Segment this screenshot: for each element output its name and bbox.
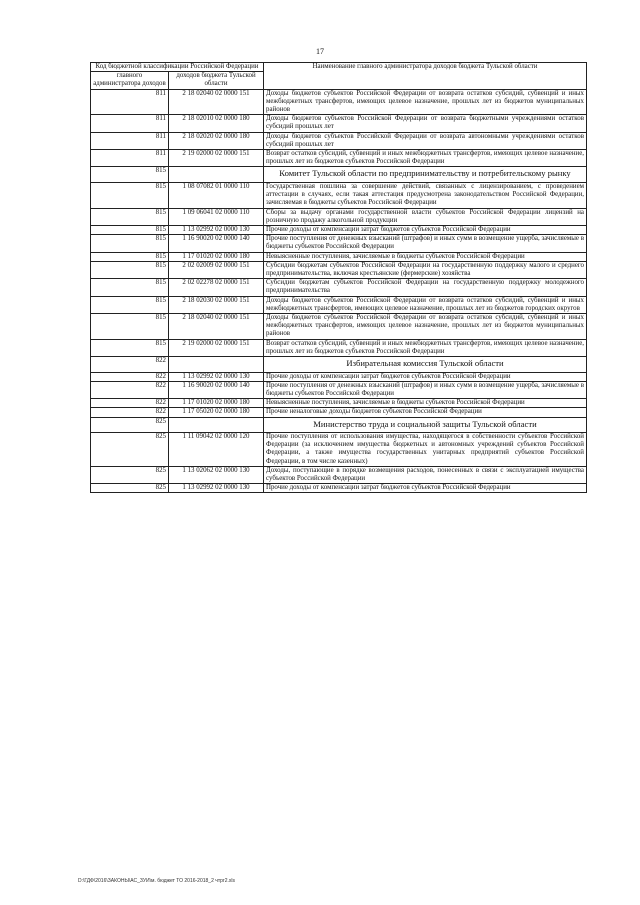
income-administrators-table (90, 62, 587, 493)
section-header-row (91, 357, 587, 373)
admin-code-cell: 815 (91, 296, 169, 313)
income-name-cell: Доходы, поступающие в порядке возмещения расходов, понесенных в связи с эксплуатацией имущества субъектов Российской Федерации (264, 466, 587, 483)
table-row (91, 339, 587, 356)
income-code-cell (169, 417, 264, 433)
income-code-cell: 2 18 02010 02 0000 180 (169, 115, 264, 132)
admin-code-cell: 815 (91, 182, 169, 208)
income-code-cell: 1 13 02992 02 0000 130 (169, 372, 264, 381)
income-name-cell: Прочие поступления от денежных взысканий (штрафов) и иных сумм в возмещение ущерба, зачисляемые в бюджеты субъектов Российской Федерации (264, 381, 587, 398)
income-name-cell: Министерство труда и социальной защиты Тульской области (264, 417, 587, 433)
income-name-cell: Доходы бюджетов субъектов Российской Федерации от возврата остатков субсидий, субвенций и иных межбюджетных трансфертов, имеющих целевое назначение, прошлых лет из бюджетов городских округов (264, 296, 587, 313)
admin-code-cell: 815 (91, 313, 169, 339)
admin-code-cell: 822 (91, 408, 169, 417)
table-row (91, 150, 587, 167)
table-row (91, 484, 587, 493)
table-row (91, 225, 587, 234)
admin-code-cell: 822 (91, 381, 169, 398)
income-name-cell: Доходы бюджетов субъектов Российской Федерации от возврата бюджетными учреждениями остатков субсидий прошлых лет (264, 115, 587, 132)
income-code-cell: 2 19 02000 02 0000 151 (169, 150, 264, 167)
table-row (91, 313, 587, 339)
income-name-cell: Возврат остатков субсидий, субвенций и иных межбюджетных трансфертов, имеющих целевое назначение, прошлых лет из бюджетов субъектов Российской Федерации (264, 339, 587, 356)
income-code-cell: 2 18 02040 02 0000 151 (169, 89, 264, 115)
table-body (91, 89, 587, 493)
table-row (91, 279, 587, 296)
table-row (91, 89, 587, 115)
income-name-cell: Комитет Тульской области по предпринимательству и потребительскому рынку (264, 167, 587, 183)
income-code-cell: 1 16 90020 02 0000 140 (169, 381, 264, 398)
income-name-cell: Субсидии бюджетам субъектов Российской Федерации на государственную поддержку малого и среднего предпринимательства, включая крестьянские (фермерские) хозяйства (264, 261, 587, 278)
table-row (91, 408, 587, 417)
table-row (91, 132, 587, 149)
income-name-cell: Субсидии бюджетам субъектов Российской Федерации на государственную поддержку молодежного предпринимательства (264, 279, 587, 296)
income-name-cell: Доходы бюджетов субъектов Российской Федерации от возврата остатков субсидий, субвенций и иных межбюджетных трансфертов, имеющих целевое назначение, прошлых лет из бюджетов муниципальных районов (264, 313, 587, 339)
income-code-cell: 2 18 02030 02 0000 151 (169, 296, 264, 313)
income-code-cell: 2 18 02020 02 0000 180 (169, 132, 264, 149)
admin-code-cell: 811 (91, 132, 169, 149)
page-number: 17 (316, 47, 324, 56)
income-code-cell: 1 11 09042 02 0000 120 (169, 433, 264, 467)
income-code-cell: 1 16 90020 02 0000 140 (169, 235, 264, 252)
income-code-cell: 1 09 06041 02 0000 110 (169, 208, 264, 225)
income-code-cell: 2 19 02000 02 0000 151 (169, 339, 264, 356)
income-name-cell: Возврат остатков субсидий, субвенций и иных межбюджетных трансфертов, имеющих целевое назначение, прошлых лет из бюджетов субъектов Российской Федерации (264, 150, 587, 167)
admin-code-cell: 825 (91, 417, 169, 433)
income-name-cell: Сборы за выдачу органами государственной власти субъектов Российской Федерации лицензий на розничную продажу алкогольной продукции (264, 208, 587, 225)
table-row (91, 115, 587, 132)
admin-code-cell: 825 (91, 433, 169, 467)
table-row (91, 296, 587, 313)
income-code-column-header: доходов бюджета Тульской области (169, 72, 264, 89)
income-name-cell: Избирательная комиссия Тульской области (264, 357, 587, 373)
admin-code-cell: 815 (91, 235, 169, 252)
section-header-row (91, 167, 587, 183)
admin-code-cell: 815 (91, 252, 169, 261)
name-column-header: Наименование главного администратора доходов бюджета Тульской области (264, 63, 587, 90)
income-code-cell: 1 13 02992 02 0000 130 (169, 484, 264, 493)
admin-code-cell: 825 (91, 484, 169, 493)
income-name-cell: Прочие доходы от компенсации затрат бюджетов субъектов Российской Федерации (264, 225, 587, 234)
admin-code-cell: 815 (91, 279, 169, 296)
admin-code-cell: 815 (91, 261, 169, 278)
income-name-cell: Прочие неналоговые доходы бюджетов субъектов Российской Федерации (264, 408, 587, 417)
income-code-cell: 1 17 01020 02 0000 180 (169, 252, 264, 261)
income-code-cell: 1 13 02062 02 0000 130 (169, 466, 264, 483)
file-path-footer: D:\ГДФ\2016\ЗАКОНЫ\АС_ЗУИ\м. бюджет ТО 2016-2018_2 чтрг2.xls (78, 878, 236, 884)
income-name-cell: Доходы бюджетов субъектов Российской Федерации от возврата остатков субсидий, субвенций и иных межбюджетных трансфертов, имеющих целевое назначение, прошлых лет из бюджетов муниципальных районов (264, 89, 587, 115)
income-code-cell (169, 357, 264, 373)
income-name-cell: Прочие доходы от компенсации затрат бюджетов субъектов Российской Федерации (264, 484, 587, 493)
income-code-cell: 2 02 02009 02 0000 151 (169, 261, 264, 278)
admin-code-cell: 811 (91, 89, 169, 115)
table-row (91, 208, 587, 225)
income-code-cell (169, 167, 264, 183)
income-name-cell: Невыясненные поступления, зачисляемые в бюджеты субъектов Российской Федерации (264, 252, 587, 261)
income-code-cell: 1 17 01020 02 0000 180 (169, 399, 264, 408)
admin-code-cell: 822 (91, 399, 169, 408)
admin-code-cell: 822 (91, 372, 169, 381)
income-name-cell: Прочие доходы от компенсации затрат бюджетов субъектов Российской Федерации (264, 372, 587, 381)
income-name-cell: Прочие поступления от денежных взысканий (штрафов) и иных сумм в возмещение ущерба, зачисляемые в бюджеты субъектов Российской Федерации (264, 235, 587, 252)
income-name-cell: Прочие поступления от использования имущества, находящегося в собственности субъектов Российской Федерации (за исключением имущества бюджетных и автономных учреждений субъектов Российской Федерации, а также имущества государственных унитарных предприятий субъектов Российской Федерации, в том числе казенных) (264, 433, 587, 467)
section-header-row (91, 417, 587, 433)
table-row (91, 399, 587, 408)
admin-code-cell: 811 (91, 115, 169, 132)
code-group-header: Код бюджетной классификации Российской Федерации (91, 63, 264, 72)
table-header-row (91, 63, 587, 72)
table-row (91, 372, 587, 381)
income-code-cell: 1 17 05020 02 0000 180 (169, 408, 264, 417)
income-name-cell: Невыясненные поступления, зачисляемые в бюджеты субъектов Российской Федерации (264, 399, 587, 408)
table-row (91, 182, 587, 208)
income-code-cell: 1 13 02992 02 0000 130 (169, 225, 264, 234)
admin-code-cell: 815 (91, 225, 169, 234)
income-code-cell: 1 08 07082 01 0000 110 (169, 182, 264, 208)
admin-code-cell: 815 (91, 167, 169, 183)
income-code-cell: 2 18 02040 02 0000 151 (169, 313, 264, 339)
income-name-cell: Доходы бюджетов субъектов Российской Федерации от возврата автономными учреждениями остатков субсидий прошлых лет (264, 132, 587, 149)
income-name-cell: Государственная пошлина за совершение действий, связанных с лицензированием, с проведением аттестации в случаях, если такая аттестация предусмотрена законодательством Российской Федерации, зачисляемая в бюджеты субъектов Российской Федерации (264, 182, 587, 208)
table-row (91, 433, 587, 467)
income-code-cell: 2 02 02278 02 0000 151 (169, 279, 264, 296)
admin-code-cell: 815 (91, 208, 169, 225)
admin-code-cell: 811 (91, 150, 169, 167)
table-row (91, 261, 587, 278)
table-row (91, 235, 587, 252)
admin-code-cell: 825 (91, 466, 169, 483)
table-row (91, 381, 587, 398)
admin-code-cell: 822 (91, 357, 169, 373)
admin-code-cell: 815 (91, 339, 169, 356)
table-row (91, 252, 587, 261)
admin-column-header: главного администратора доходов (91, 72, 169, 89)
table-row (91, 466, 587, 483)
